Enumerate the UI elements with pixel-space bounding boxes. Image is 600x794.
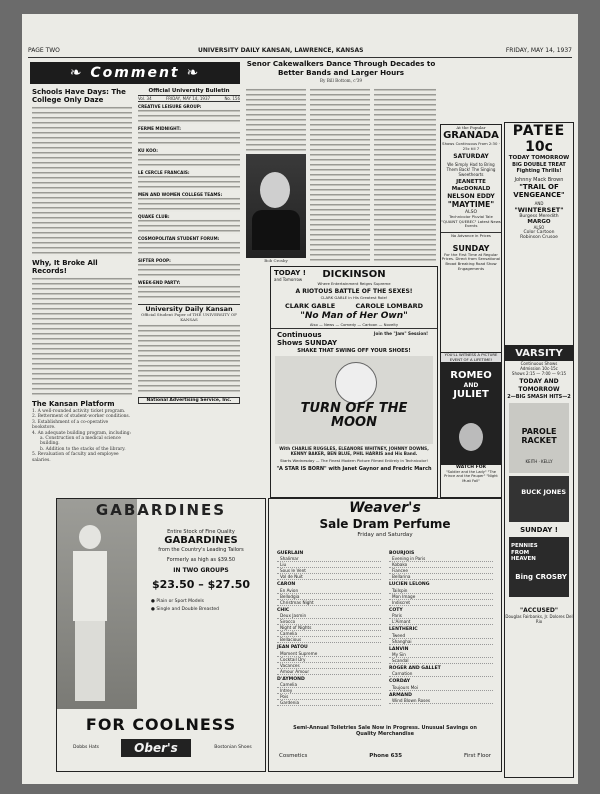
varsity-crosby: Bing CROSBY <box>515 573 567 581</box>
dickinson-starts: Starts Wednesday — The Finest Modern Picture Filmed Entirely in Technicolor! <box>280 458 428 464</box>
platform-list <box>32 409 132 463</box>
paper-title: UNIVERSITY DAILY KANSAN, LAWRENCE, KANSAS <box>198 47 364 54</box>
perfume-brand: CARON <box>277 582 296 588</box>
perfume-brand: CORDAY <box>389 679 411 685</box>
platform-title: The Kansan Platform <box>32 400 115 408</box>
dickinson-star1: CLARK GABLE <box>285 302 336 310</box>
granada-film: "MAYTIME" <box>447 200 495 209</box>
platform-item: 5. Revaluation of faculty and employee salaries. <box>32 452 119 463</box>
varsity-smash: 2—BIG SMASH HITS—2 <box>507 394 571 400</box>
perfume-item: Wind Blown Roses <box>389 698 493 704</box>
patee-also: ALSO <box>533 225 545 230</box>
gab-bullet1: Plain or Sport Models <box>156 599 205 604</box>
bullet-icon: ● <box>151 599 157 604</box>
bulletin-items <box>138 104 240 300</box>
patee-price: 10c <box>525 139 553 155</box>
varsity-cast1: KEITH · KELLY <box>525 459 553 464</box>
varsity-today: TODAY AND TOMORROW <box>518 378 560 393</box>
bulletin-item-label: WEEK-END PARTY: <box>138 280 181 285</box>
gabardines-ad <box>56 498 266 772</box>
perfume-item: Shanghai <box>389 639 493 645</box>
photo-caption: Bob Crosby <box>264 258 288 263</box>
dickinson-join: Join the "Jam" Session! <box>373 331 429 336</box>
perfume-item: My Sin <box>389 652 493 658</box>
bulletin-item-label: QUAKE CLUB: <box>138 214 170 219</box>
gab-slogan: FOR COOLNESS <box>85 715 237 734</box>
buck-jones-art <box>509 476 569 522</box>
dickinson-star2: CAROLE LOMBARD <box>355 302 423 310</box>
granada-sunday-note: For the First Time at Regular Prices. Direct from Sensational Broad Breaking Road Show Engagements <box>441 251 501 271</box>
editorial-column <box>32 88 132 488</box>
cakewalk-article <box>246 60 436 266</box>
granada-day: SATURDAY <box>453 153 489 160</box>
dickinson-star-born: "A STAR IS BORN" with Janet Gaynor and Fredric March <box>276 466 432 472</box>
editorial-headline-1: Schools Have Days: The College Only Daze <box>32 88 126 104</box>
perfume-item: Moment Supreme <box>277 651 381 657</box>
weavers-headline: Sale Dram Perfume <box>319 517 451 531</box>
patee-film2: "WINTERSET" <box>514 206 564 214</box>
perfume-item: Intrey <box>277 688 381 694</box>
bulletin-item <box>138 236 240 256</box>
page-number: PAGE TWO <box>28 47 60 54</box>
perfume-brand: LUCIEN LELONG <box>389 582 430 588</box>
varsity-admission: Admission 10c-15c <box>520 366 558 371</box>
cakewalk-body-a <box>246 88 306 152</box>
perfume-item: Kobako <box>389 562 493 568</box>
patee-and: AND <box>534 201 544 206</box>
cakewalk-body-b <box>310 88 370 264</box>
bulletin-item <box>138 214 240 234</box>
varsity-accused: "ACCUSED" <box>520 607 558 614</box>
weavers-phone: Phone 635 <box>369 753 403 759</box>
bulletin-item <box>138 148 240 168</box>
dickinson-today: TODAY ! <box>274 269 306 277</box>
bulletin-title: Official University Bulletin <box>148 88 230 94</box>
weavers-cosmetics: Cosmetics <box>279 753 308 759</box>
varsity-film2: BUCK JONES <box>521 488 566 496</box>
perfume-item: Pois <box>277 694 381 700</box>
granada-no-advance: No Advance in Prices <box>441 232 501 238</box>
bulletin-item-body <box>138 263 240 278</box>
weavers-floor: First Floor <box>463 753 491 759</box>
bulletin-item-label: CREATIVE LEISURE GROUP: <box>138 104 202 109</box>
staff-box <box>138 324 240 394</box>
perfume-item: Sous le Vent <box>277 568 381 574</box>
bulletin-item <box>138 104 240 124</box>
figure-jacket <box>73 551 107 621</box>
varsity-shows: Continuous Shows <box>520 361 558 366</box>
perfume-item: Sirocco <box>277 619 381 625</box>
cakewalk-byline: By Bill Bottom, c'39 <box>319 78 363 83</box>
patee-cartoon: Color Cartoon <box>523 230 555 235</box>
bulletin-item-body <box>138 197 240 212</box>
weavers-name: Weaver's <box>349 500 421 516</box>
bulletin-item <box>138 170 240 190</box>
platform-item: 2. Betterment of student-worker conditions. <box>32 414 131 420</box>
newspaper-page <box>22 14 578 784</box>
patee-ad <box>504 122 574 346</box>
perfume-brand: JEAN PATOU <box>277 645 308 651</box>
romeo-event: YOU'LL WITNESS A PICTURE EVENT OF A LIFETIME! <box>441 353 501 362</box>
dickinson-headline: A RIOTOUS BATTLE OF THE SEXES! <box>295 288 413 295</box>
bulletin-column <box>138 88 240 488</box>
bulletin-item <box>138 280 240 300</box>
figure-head <box>79 525 101 549</box>
weavers-footer: Semi-Annual Toiletries Sale Now in Progress. Unusual Savings on Quality Merchandise <box>293 725 477 737</box>
patee-buck: Johnny Mack Brown <box>514 177 564 183</box>
masthead <box>28 47 572 58</box>
patee-today: TODAY TOMORROW <box>508 155 570 161</box>
bulletin-item-body <box>138 131 240 146</box>
editorial-headline-2: Why, It Broke All Records! <box>32 259 98 275</box>
nra-notice: National Advertising Service, Inc. <box>138 397 240 404</box>
dickinson-extras: Also — News — Comedy — Cartoon — Novelty <box>271 322 437 329</box>
perfume-item: Vacances <box>277 663 381 669</box>
gab-brand2: Bostonian Shoes <box>214 745 252 750</box>
dickinson-cast: With CHARLIE RUGGLES, ELEANORE WHITNEY, JOHNNY DOWNS, KENNY BAKER, BEN BLUE, PHIL HARRIS and His Band. <box>279 446 429 457</box>
romeo-juliet-panel <box>440 352 502 464</box>
gab-price1: $23.50 <box>151 578 195 591</box>
perfume-brand: BOURJOIS <box>389 551 415 556</box>
bulletin-item-body <box>138 285 240 300</box>
perfume-item: Camelia <box>277 682 381 688</box>
gab-bullet2: Single and Double Breasted <box>156 607 219 612</box>
platform-item: 1. A well-rounded activity ticket program. <box>32 409 126 414</box>
perfume-item: Camelia <box>277 631 381 637</box>
romeo-title-1: ROMEO <box>450 370 492 382</box>
gab-intro: Entire Stock of Fine Quality <box>167 529 235 535</box>
weavers-ad <box>268 498 502 772</box>
perfume-item: Toujours Moi <box>389 685 493 691</box>
bulletin-item-label: SIFTER POOP: <box>138 258 171 263</box>
man-illustration <box>57 499 137 709</box>
dickinson-shake: SHAKE THAT SWING OFF YOUR SHOES! <box>297 348 411 354</box>
perfume-list-left <box>277 549 381 706</box>
varsity-times: Shows 2:15 — 7:00 — 9:15 <box>511 371 567 376</box>
perfume-item: Bellacious <box>277 637 381 643</box>
patee-name: PATEE <box>512 123 566 139</box>
perfume-brand: COTY <box>389 607 403 613</box>
gab-dash: – <box>198 578 204 591</box>
perfume-item: Night of Nights <box>277 625 381 631</box>
bulletin-item-body <box>138 219 240 234</box>
cakewalk-body-c <box>374 88 436 264</box>
varsity-sunday: SUNDAY ! <box>520 526 558 534</box>
editorial-body-2 <box>32 277 132 397</box>
bullet-icon: ● <box>151 607 157 612</box>
gabardines-title: GABARDINES <box>95 501 227 519</box>
perfume-item: Tailspin <box>389 588 493 594</box>
gab-from: from the Country's Leading Tailors <box>158 547 244 553</box>
perfume-item: Paris <box>389 613 493 619</box>
perfume-item: Bellarina <box>389 574 493 580</box>
banner-ornament-icon: ❧ <box>69 65 91 81</box>
udk-subtitle: Official Student Paper of THE UNIVERSITY OF KANSAS <box>141 312 237 322</box>
patee-extra: Robinson Crusoe <box>520 235 558 240</box>
cakewalk-headline: Senor Cakewalkers Dance Through Decades to Better Bands and Larger Hours <box>246 60 436 77</box>
dickinson-film2: TURN OFF THE MOON <box>300 401 408 430</box>
turn-off-moon-art <box>275 356 433 444</box>
varsity-crosby-film: PENNIES FROM HEAVEN <box>511 543 538 562</box>
perfume-item: Scandal <box>389 658 493 664</box>
granada-blurb: We Simply Had to Bring Them Back! The Singing Sweethearts <box>446 162 496 177</box>
moon-icon <box>335 362 377 404</box>
perfume-item: Bellodgia <box>277 594 381 600</box>
editorial-body-1 <box>32 106 132 256</box>
bulletin-item-body <box>138 241 240 256</box>
perfume-item: Cocktail Dry <box>277 657 381 663</box>
gab-price2: $27.50 <box>207 578 251 591</box>
bulletin-item <box>138 126 240 146</box>
dickinson-film: "No Man of Her Own" <box>300 311 408 321</box>
pennies-art <box>509 537 569 597</box>
granada-star1: JEANETTE MacDONALD <box>451 179 491 192</box>
bulletin-item-body <box>138 153 240 168</box>
bulletin-item-body <box>138 175 240 190</box>
perfume-item: Indiscret <box>389 600 493 606</box>
perfume-list-right <box>389 549 493 704</box>
udk-title: University Daily Kansan <box>138 304 240 312</box>
dickinson-tomorrow: and Tomorrow <box>274 277 303 282</box>
bulletin-item-label: COSMOPOLITAN STUDENT FORUM: <box>138 236 220 241</box>
perfume-item: Shalimar <box>277 556 381 562</box>
bulletin-item-label: LE CERCLE FRANCAIS: <box>138 170 190 175</box>
dickinson-ad <box>270 266 438 498</box>
granada-star2: NELSON EDDY <box>447 193 495 200</box>
perfume-item: Vol de Nuit <box>277 574 381 580</box>
varsity-film1: PAROLE RACKET <box>521 427 557 445</box>
varsity-name: VARSITY <box>505 347 573 361</box>
bulletin-item <box>138 192 240 212</box>
granada-showing: Shows Continuous From 2:30 · 25c till 7 <box>442 141 500 151</box>
granada-ad <box>440 124 502 354</box>
bulletin-item-label: MEN AND WOMEN COLLEGE TEAMS: <box>138 192 223 197</box>
perfume-brand: D'AYMOND <box>277 676 305 682</box>
comment-banner: ❧ Comment ❧ <box>30 62 240 84</box>
perfume-item: L'Aimant <box>389 619 493 625</box>
issue-date: FRIDAY, MAY 14, 1937 <box>505 47 572 54</box>
patee-margo: MARGO <box>527 219 551 225</box>
granada-extra: Technicolor Pluvial Tale "QUAINT QUEBEC" Latest News Events <box>441 214 501 229</box>
perfume-brand: ROGER AND GALLET <box>389 666 441 672</box>
bulletin-item-label: FERME MIDNIGHT: <box>138 126 181 131</box>
platform-item: 3. Establishment of a co-operative bookstore. <box>32 419 109 431</box>
bulletin-item-body <box>138 109 240 124</box>
bob-crosby-photo <box>246 154 306 258</box>
varsity-accused-cast: Douglas Fairbanks, Jr. Dolores Del Rio <box>505 614 573 624</box>
watch-for-label: WATCH FOR <box>456 465 486 470</box>
gab-formerly: Formerly as high as $39.50 <box>166 557 236 563</box>
gab-brand1: Dobbs Hats <box>73 745 99 750</box>
platform-item: b. Addition to the stacks of the library. <box>40 446 126 452</box>
bulletin-dateline: Vol. 34 FRIDAY, MAY 14, 1937 No. 156 <box>138 96 240 101</box>
dickinson-name: DICKINSON <box>322 269 386 280</box>
granada-watch-for <box>440 464 502 498</box>
dickinson-sub: CLARK GABLE in His Greatest Role! <box>320 295 388 300</box>
perfume-item: Tweed <box>389 633 493 639</box>
patee-cast: Burgess Meredith <box>519 214 559 219</box>
granada-also: ALSO <box>465 210 477 215</box>
perfume-item: Mon Image <box>389 594 493 600</box>
dickinson-sunday: Continuous Shows SUNDAY <box>277 331 338 347</box>
perfume-item: Evening in Paris <box>389 556 493 562</box>
patee-big: BIG DOUBLE TREAT Fighting Thrills! <box>512 162 566 174</box>
weavers-days: Friday and Saturday <box>357 532 413 538</box>
romeo-title-2: AND <box>463 382 479 390</box>
granada-intro: At the Popular <box>456 125 486 130</box>
perfume-item: Fiancee <box>389 568 493 574</box>
varsity-ad <box>504 346 574 778</box>
gab-title2: GABARDINES <box>164 535 238 546</box>
perfume-brand: LENTHERIC <box>389 627 418 633</box>
bulletin-item-label: KU KOO: <box>138 148 158 153</box>
juliet-portrait <box>459 423 483 451</box>
platform-item: 4. An adequate building program, including: <box>32 430 132 436</box>
perfume-item: Liu <box>277 562 381 568</box>
granada-sunday: SUNDAY <box>452 243 490 253</box>
perfume-item: Deux Jasmin <box>277 613 381 619</box>
perfume-item: Carnation <box>389 671 493 677</box>
perfume-item: Christmas Night <box>277 600 381 606</box>
platform-item: a. Construction of a medical science building. <box>40 436 121 447</box>
patee-film1: "TRAIL OF VENGEANCE" <box>513 183 565 199</box>
perfume-brand: LANVIN <box>389 646 409 652</box>
watch-for-films: "Soldier and the Lady" "The Prince and the Pauper" "Night Must Fall" <box>444 470 498 483</box>
obers-logo: Ober's <box>121 739 191 757</box>
perfume-item: Amour Amour <box>277 669 381 675</box>
perfume-item: En Avion <box>277 588 381 594</box>
bulletin-item <box>138 258 240 278</box>
perfume-item: Gardenia <box>277 700 381 706</box>
gab-groups: IN TWO GROUPS <box>173 567 229 574</box>
dickinson-tag: Where Entertainment Reigns Supreme <box>317 281 391 286</box>
granada-name: GRANADA <box>443 130 499 141</box>
figure-trousers <box>75 621 105 701</box>
romeo-title-3: JULIET <box>453 389 489 401</box>
perfume-brand: CHIC <box>277 607 290 613</box>
parole-racket-art <box>509 403 569 473</box>
perfume-brand: ARMAND <box>389 692 412 698</box>
perfume-brand: GUERLAIN <box>277 551 304 556</box>
